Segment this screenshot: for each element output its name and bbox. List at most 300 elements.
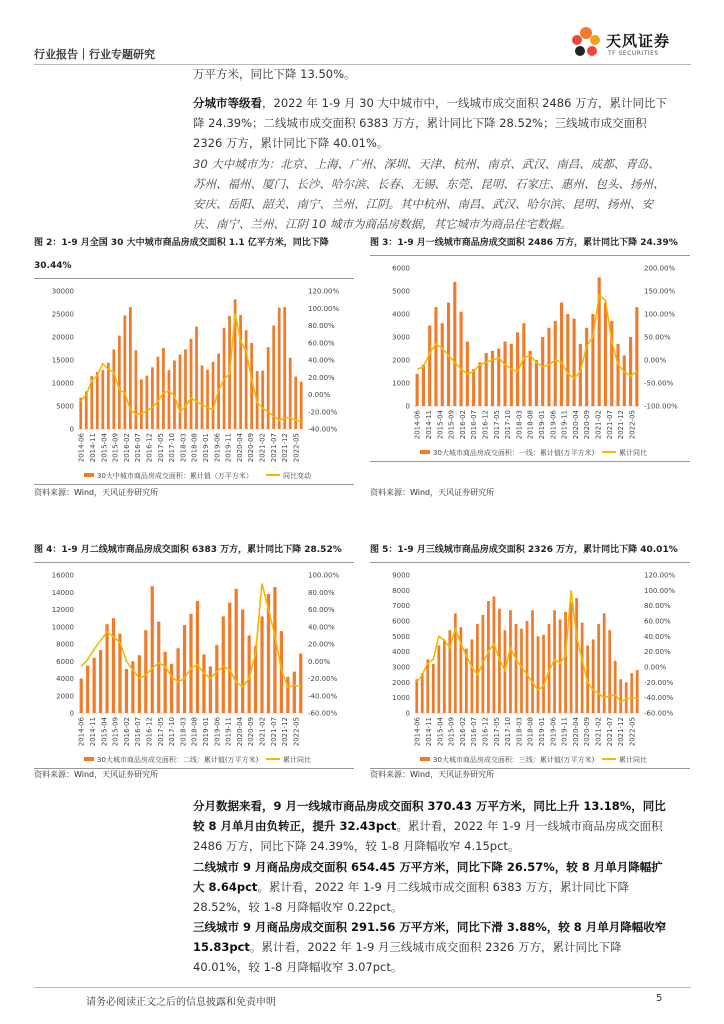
x-tick-label: 2014-11 bbox=[424, 410, 433, 440]
x-tick-label: 2021-02 bbox=[594, 410, 603, 440]
bar bbox=[179, 354, 182, 429]
bar bbox=[547, 328, 550, 406]
y2-tick-label: 150.00% bbox=[644, 287, 676, 296]
x-tick-label: 2021-02 bbox=[258, 433, 267, 463]
bar bbox=[432, 664, 435, 713]
bar bbox=[162, 348, 165, 429]
x-tick-label: 2018-08 bbox=[190, 717, 199, 747]
y-tick-label: 4000 bbox=[392, 648, 410, 657]
x-tick-label: 2015-04 bbox=[436, 410, 445, 440]
bar bbox=[164, 652, 167, 713]
flower-icon bbox=[568, 24, 604, 60]
x-tick-label: 2016-12 bbox=[145, 717, 154, 747]
bar bbox=[96, 372, 99, 429]
bar bbox=[443, 639, 446, 713]
y-tick-label: 2000 bbox=[392, 678, 410, 687]
y-tick-label: 8000 bbox=[56, 640, 74, 649]
figure-title: 图 2：1-9 月全国 30 大中城市商品房成交面积 1.1 亿平方米，同比下降 30.44% bbox=[34, 238, 329, 271]
bar bbox=[415, 679, 418, 713]
bar bbox=[630, 673, 633, 713]
bar bbox=[487, 601, 490, 713]
y-tick-label: 20000 bbox=[51, 333, 74, 342]
bar bbox=[278, 308, 281, 429]
bar bbox=[93, 658, 96, 713]
y-tick-label: 10000 bbox=[51, 623, 74, 632]
bar bbox=[140, 379, 143, 429]
legend-bar-label: 30大中城市商品房成交面积：累计值（万平方米） bbox=[97, 472, 253, 480]
bar bbox=[434, 307, 437, 406]
bar bbox=[235, 589, 238, 713]
x-tick-label: 2021-07 bbox=[269, 433, 278, 463]
bar bbox=[510, 344, 513, 406]
bar bbox=[228, 603, 231, 713]
bar bbox=[559, 619, 562, 713]
y-tick-label: 6000 bbox=[56, 657, 74, 666]
bar bbox=[542, 635, 545, 713]
bar bbox=[196, 601, 199, 713]
bar bbox=[135, 350, 138, 429]
bar bbox=[184, 349, 187, 429]
x-tick-label: 2021-12 bbox=[281, 433, 290, 463]
bar bbox=[151, 367, 154, 429]
bar bbox=[125, 669, 128, 713]
x-tick-label: 2018-08 bbox=[526, 410, 535, 440]
bar bbox=[212, 362, 215, 429]
y2-tick-label: -40.00% bbox=[308, 425, 338, 434]
bar bbox=[531, 610, 534, 713]
y-tick-label: 12000 bbox=[51, 606, 74, 614]
legend-line-label: 累计同比 bbox=[619, 449, 647, 457]
paragraph-5 bbox=[193, 917, 671, 977]
bar bbox=[190, 339, 193, 429]
x-tick-label: 2019-01 bbox=[201, 717, 210, 747]
x-tick-label: 2020-09 bbox=[247, 433, 256, 463]
paragraph-0: 万平方米，同比下降 13.50%。 bbox=[193, 67, 356, 81]
bar bbox=[608, 630, 611, 713]
x-tick-label: 2017-10 bbox=[504, 717, 513, 747]
x-tick-label: 2014-11 bbox=[88, 433, 97, 463]
bar bbox=[604, 303, 607, 407]
bar bbox=[272, 326, 275, 430]
chart-tier2-city bbox=[34, 563, 354, 768]
bar bbox=[478, 362, 481, 406]
x-tick-label: 2016-07 bbox=[470, 717, 479, 747]
paragraph-3-lead: 分月数据来看，9 月一线城市商品房成交面积 370.43 万平方米，同比上升 13.18%，同比较 8 月单月由负转正，提升 32.43pct bbox=[193, 799, 666, 833]
x-tick-label: 2017-10 bbox=[168, 433, 177, 463]
x-tick-label: 2021-02 bbox=[594, 717, 603, 747]
x-tick-label: 2019-06 bbox=[213, 433, 222, 463]
bar bbox=[453, 282, 456, 406]
bar bbox=[554, 321, 557, 406]
y2-tick-label: 0.00% bbox=[308, 657, 331, 666]
legend-bar-label: 30大城市商品房成交面积：二线：累计值(万平方米) bbox=[97, 756, 259, 764]
x-tick-label: 2018-03 bbox=[515, 410, 524, 440]
y-tick-label: 4000 bbox=[56, 675, 74, 683]
x-tick-label: 2020-04 bbox=[571, 717, 580, 747]
y-tick-label: 1000 bbox=[392, 379, 410, 388]
bar bbox=[564, 612, 567, 713]
x-tick-label: 2021-07 bbox=[605, 717, 614, 747]
bar bbox=[300, 382, 303, 429]
y2-tick-label: 100.00% bbox=[644, 310, 676, 319]
bar bbox=[541, 337, 544, 406]
bar bbox=[105, 624, 108, 713]
bar bbox=[619, 679, 622, 713]
x-tick-label: 2022-05 bbox=[628, 717, 637, 747]
bar bbox=[112, 349, 115, 429]
paragraph-5-lead: 三线城市 9 月商品房成交面积 291.56 万平方米，同比下滑 3.88%，较 8 月单月降幅收窄 15.83pct bbox=[193, 920, 667, 954]
x-tick-label: 2019-11 bbox=[224, 717, 233, 747]
y2-tick-label: 100.00% bbox=[308, 304, 340, 313]
bar bbox=[597, 624, 600, 713]
bar bbox=[239, 315, 242, 429]
bar bbox=[202, 654, 205, 713]
y-tick-label: 8000 bbox=[392, 586, 410, 595]
page-number: 5 bbox=[656, 993, 663, 1004]
bar bbox=[260, 616, 263, 713]
chart-tier3-city bbox=[370, 563, 690, 768]
legend-line-label: 同比变动 bbox=[283, 472, 311, 480]
bar bbox=[592, 639, 595, 713]
x-tick-label: 2019-06 bbox=[549, 717, 558, 747]
y2-tick-label: 80.00% bbox=[308, 588, 335, 597]
paragraph-4-body: 。累计看，2022 年 1-9 月二线城市成交面积 6383 万方，累计同比下降 28.52%，较 1-8 月降幅收窄 0.22pct。 bbox=[193, 880, 630, 914]
city-list-note: 30 大中城市为：北京、上海、广州、深圳、天津、杭州、南京、武汉、南昌、成都、青岛、苏州、福州、厦门、长沙、哈尔滨、长春、无锡、东莞、昆明、石家庄、惠州、包头、扬州、安庆、岳阳、韶关、南宁、兰州、江阴。其中杭州、南昌、武汉、哈尔滨、昆明、扬州、安庆、南宁、兰州、江阴 10 城市为商品房数据，其它城市为商品住宅数据。 bbox=[193, 157, 665, 231]
bar bbox=[493, 596, 496, 713]
bar bbox=[299, 653, 302, 713]
x-tick-label: 2016-07 bbox=[470, 410, 479, 440]
x-tick-label: 2020-04 bbox=[571, 410, 580, 440]
y-tick-label: 6000 bbox=[392, 617, 410, 626]
bar bbox=[138, 655, 141, 713]
bar bbox=[189, 614, 192, 713]
x-tick-label: 2020-09 bbox=[247, 717, 256, 747]
y-tick-label: 5000 bbox=[56, 402, 74, 411]
chart-tier1-city bbox=[370, 256, 690, 461]
figure-title: 图 4：1-9 月二线城市商品房成交面积 6383 万方，累计同比下降 28.52% bbox=[34, 545, 342, 555]
bar bbox=[293, 672, 296, 713]
x-tick-label: 2018-03 bbox=[515, 717, 524, 747]
bar bbox=[585, 328, 588, 406]
y2-tick-label: 60.00% bbox=[308, 339, 335, 348]
bar bbox=[428, 326, 431, 407]
y-tick-label: 15000 bbox=[51, 356, 74, 365]
bar bbox=[441, 323, 444, 406]
bar bbox=[206, 370, 209, 429]
x-tick-label: 2016-12 bbox=[481, 410, 490, 440]
bar bbox=[146, 376, 149, 429]
y-tick-label: 30000 bbox=[51, 287, 74, 296]
bar bbox=[485, 353, 488, 406]
y2-tick-label: 80.00% bbox=[308, 322, 335, 330]
bar bbox=[157, 622, 160, 713]
y-tick-label: 14000 bbox=[51, 588, 74, 597]
bar bbox=[472, 369, 475, 406]
paragraph-3 bbox=[193, 796, 671, 856]
bar bbox=[635, 307, 638, 406]
bar bbox=[245, 330, 248, 429]
bar bbox=[416, 374, 419, 406]
x-tick-label: 2018-03 bbox=[179, 717, 188, 747]
figure-title: 图 3：1-9 月一线城市商品房成交面积 2486 万方，累计同比下降 24.39% bbox=[370, 238, 678, 248]
y2-tick-label: -20.00% bbox=[308, 675, 338, 683]
y2-tick-label: 20.00% bbox=[308, 373, 335, 382]
bar bbox=[151, 586, 154, 713]
figure-5 bbox=[370, 539, 690, 769]
legend-bar-swatch bbox=[84, 473, 94, 477]
x-tick-label: 2017-10 bbox=[504, 410, 513, 440]
bar bbox=[183, 625, 186, 713]
bar bbox=[222, 616, 225, 713]
y2-tick-label: -100.00% bbox=[644, 402, 678, 411]
footer-divider bbox=[34, 987, 691, 988]
bar bbox=[144, 630, 147, 713]
y2-tick-label: 40.00% bbox=[308, 623, 335, 632]
legend-bar-swatch bbox=[420, 450, 430, 454]
bar bbox=[215, 645, 218, 713]
figure-title: 图 5：1-9 月三线城市商品房成交面积 2326 万方，累计同比下降 40.01% bbox=[370, 545, 678, 555]
bar bbox=[112, 618, 115, 713]
figure-source: 资料来源：Wind，天风证券研究所 bbox=[34, 488, 159, 497]
legend-bar-label: 30大城市商品房成交面积：一线：累计值(万平方米) bbox=[433, 449, 595, 457]
y-tick-label: 4000 bbox=[392, 310, 410, 319]
y2-tick-label: 0.00% bbox=[644, 663, 667, 672]
x-tick-label: 2019-01 bbox=[201, 433, 210, 463]
bar bbox=[581, 623, 584, 713]
bar bbox=[107, 363, 110, 429]
y2-tick-label: 80.00% bbox=[644, 602, 671, 611]
bar bbox=[522, 323, 525, 406]
x-tick-label: 2021-12 bbox=[617, 717, 626, 747]
x-tick-label: 2019-01 bbox=[537, 717, 546, 747]
y-tick-label: 10000 bbox=[51, 379, 74, 388]
y-tick-label: 7000 bbox=[392, 602, 410, 611]
y-tick-label: 2000 bbox=[56, 692, 74, 701]
x-tick-label: 2015-09 bbox=[111, 717, 120, 747]
brand-name: 天风证券 bbox=[606, 32, 671, 50]
y-tick-label: 2000 bbox=[392, 356, 410, 365]
y-tick-label: 6000 bbox=[392, 264, 410, 273]
x-tick-label: 2014-11 bbox=[424, 717, 433, 747]
x-tick-label: 2020-04 bbox=[235, 433, 244, 463]
x-tick-label: 2015-04 bbox=[436, 717, 445, 747]
y-tick-label: 16000 bbox=[51, 571, 74, 580]
bar bbox=[170, 664, 173, 713]
bar bbox=[201, 366, 204, 429]
x-tick-label: 2016-02 bbox=[458, 717, 467, 747]
y2-tick-label: -40.00% bbox=[644, 694, 674, 703]
bar bbox=[537, 636, 540, 713]
bar bbox=[509, 610, 512, 713]
x-tick-label: 2018-08 bbox=[526, 717, 535, 747]
figure-4 bbox=[34, 539, 354, 769]
bar bbox=[629, 337, 632, 406]
x-tick-label: 2021-12 bbox=[617, 410, 626, 440]
figure-3 bbox=[370, 232, 690, 462]
bar bbox=[636, 670, 639, 713]
x-tick-label: 2014-06 bbox=[413, 410, 422, 440]
x-tick-label: 2014-06 bbox=[77, 717, 86, 747]
bar bbox=[273, 587, 276, 713]
x-tick-label: 2015-09 bbox=[111, 433, 120, 463]
x-tick-label: 2016-02 bbox=[458, 410, 467, 440]
x-tick-label: 2020-09 bbox=[583, 717, 592, 747]
figure-source: 资料来源：Wind，天风证券研究所 bbox=[34, 770, 159, 779]
y-tick-label: 3000 bbox=[392, 333, 410, 342]
bar bbox=[520, 629, 523, 713]
bar bbox=[616, 344, 619, 406]
x-tick-label: 2016-12 bbox=[145, 433, 154, 463]
x-tick-label: 2019-11 bbox=[224, 433, 233, 463]
x-tick-label: 2014-11 bbox=[88, 717, 97, 747]
y2-tick-label: 120.00% bbox=[644, 571, 676, 580]
bar bbox=[426, 659, 429, 713]
x-tick-label: 2020-09 bbox=[583, 410, 592, 440]
bar bbox=[570, 603, 573, 713]
figure-source: 资料来源：Wind，天风证券研究所 bbox=[370, 770, 495, 779]
bar bbox=[86, 666, 89, 713]
y2-tick-label: -40.00% bbox=[308, 692, 338, 701]
bar bbox=[476, 624, 479, 713]
bar bbox=[625, 682, 628, 713]
bar bbox=[575, 598, 578, 713]
bar bbox=[123, 315, 126, 429]
paragraph-4 bbox=[193, 857, 671, 917]
bar bbox=[79, 398, 82, 429]
bar bbox=[535, 360, 538, 406]
bar bbox=[566, 314, 569, 406]
legend-bar-label: 30大城市商品房成交面积：三线：累计值(万平方米) bbox=[433, 756, 595, 764]
x-tick-label: 2014-06 bbox=[77, 433, 86, 463]
x-tick-label: 2016-12 bbox=[481, 717, 490, 747]
bar bbox=[471, 639, 474, 713]
bar bbox=[422, 365, 425, 406]
bar bbox=[623, 355, 626, 406]
x-tick-label: 2017-05 bbox=[156, 433, 165, 463]
y2-tick-label: 100.00% bbox=[644, 586, 676, 595]
legend-line-label: 累计同比 bbox=[283, 756, 311, 764]
x-tick-label: 2022-05 bbox=[628, 410, 637, 440]
y2-tick-label: 100.00% bbox=[308, 571, 340, 580]
bar bbox=[241, 610, 244, 714]
bar bbox=[99, 650, 102, 713]
y2-tick-label: 0.00% bbox=[644, 356, 667, 365]
bar bbox=[503, 342, 506, 406]
disclaimer-link[interactable]: 请务必阅读正文之后的信息披露和免责申明 bbox=[86, 997, 276, 1008]
bar bbox=[261, 371, 264, 429]
x-tick-label: 2020-04 bbox=[235, 717, 244, 747]
x-tick-label: 2015-09 bbox=[447, 717, 456, 747]
bar bbox=[526, 621, 529, 713]
x-tick-label: 2017-05 bbox=[492, 717, 501, 747]
y2-tick-label: -20.00% bbox=[644, 678, 674, 687]
figure-2 bbox=[34, 232, 354, 485]
y2-tick-label: -60.00% bbox=[644, 709, 674, 718]
bar bbox=[267, 347, 270, 429]
y2-tick-label: 20.00% bbox=[308, 640, 335, 649]
y-tick-label: 1000 bbox=[392, 694, 410, 703]
y-tick-label: 0 bbox=[69, 425, 74, 434]
paragraph-1-body: ，2022 年 1-9 月 30 大中城市中，一线城市成交面积 2486 万方，累计同比下降 24.39%；二线城市成交面积 6383 万方，累计同比下降 28.52%；三线城市成交面积 2326 万方，累计同比下降 40.01%。 bbox=[193, 96, 668, 150]
x-tick-label: 2022-05 bbox=[292, 717, 301, 747]
x-tick-label: 2022-05 bbox=[292, 433, 301, 463]
bar bbox=[283, 307, 286, 429]
y-tick-label: 0 bbox=[405, 402, 410, 411]
legend-bar-swatch bbox=[84, 757, 94, 761]
x-tick-label: 2021-12 bbox=[281, 717, 290, 747]
y2-tick-label: -20.00% bbox=[308, 408, 338, 417]
x-tick-label: 2019-01 bbox=[537, 410, 546, 440]
x-tick-label: 2018-03 bbox=[179, 433, 188, 463]
bar bbox=[421, 673, 424, 713]
bar bbox=[437, 646, 440, 713]
paragraph-1 bbox=[193, 93, 671, 153]
x-tick-label: 2016-07 bbox=[134, 717, 143, 747]
paragraph-1-lead: 分城市等级看 bbox=[193, 96, 262, 110]
bar bbox=[573, 319, 576, 406]
bar bbox=[195, 326, 198, 429]
y2-tick-label: 20.00% bbox=[644, 648, 671, 657]
bar bbox=[209, 666, 212, 713]
bar bbox=[168, 370, 171, 429]
x-tick-label: 2015-04 bbox=[100, 717, 109, 747]
x-tick-label: 2019-11 bbox=[560, 717, 569, 747]
y2-tick-label: 60.00% bbox=[644, 617, 671, 626]
paragraph-5-body: 。累计看，2022 年 1-9 月三线城市成交面积 2326 万方，累计同比下降 40.01%，较 1-8 月降幅收窄 3.07pct。 bbox=[193, 940, 622, 974]
report-category: 行业报告｜行业专题研究 bbox=[34, 48, 155, 61]
bar bbox=[118, 336, 121, 429]
paragraph-3-body: 。累计看，2022 年 1-9 月一线城市商品房成交面积 2486 万方，同比下降 24.39%，较 1-8 月降幅收窄 4.15pct。 bbox=[193, 819, 663, 853]
legend-line-label: 累计同比 bbox=[619, 756, 647, 764]
bar bbox=[101, 370, 104, 429]
y-tick-label: 3000 bbox=[392, 663, 410, 672]
figure-source: 资料来源：Wind，天风证券研究所 bbox=[370, 488, 495, 497]
y2-tick-label: -50.00% bbox=[644, 379, 674, 388]
y-tick-label: 0 bbox=[69, 709, 74, 718]
y-tick-label: 9000 bbox=[392, 571, 410, 580]
bar bbox=[80, 679, 83, 714]
y-tick-label: 5000 bbox=[392, 287, 410, 296]
x-tick-label: 2019-06 bbox=[213, 717, 222, 747]
x-tick-label: 2015-09 bbox=[447, 410, 456, 440]
y2-tick-label: -60.00% bbox=[308, 709, 338, 718]
x-tick-label: 2015-04 bbox=[100, 433, 109, 463]
bar bbox=[157, 357, 160, 429]
x-tick-label: 2021-07 bbox=[605, 410, 614, 440]
x-tick-label: 2019-11 bbox=[560, 410, 569, 440]
y-tick-label: 5000 bbox=[392, 632, 410, 641]
bar bbox=[614, 661, 617, 713]
x-tick-label: 2017-05 bbox=[156, 717, 165, 747]
y2-tick-label: 40.00% bbox=[644, 632, 671, 641]
y-tick-label: 0 bbox=[405, 709, 410, 718]
bar bbox=[515, 624, 518, 713]
x-tick-label: 2016-07 bbox=[134, 433, 143, 463]
bar bbox=[579, 344, 582, 406]
y2-tick-label: 0.00% bbox=[308, 391, 331, 399]
y2-tick-label: 120.00% bbox=[308, 287, 340, 296]
bar bbox=[460, 312, 463, 406]
bar bbox=[529, 351, 532, 406]
bar bbox=[560, 303, 563, 407]
x-tick-label: 2017-10 bbox=[168, 717, 177, 747]
legend-bar-swatch bbox=[420, 757, 430, 761]
x-tick-label: 2019-06 bbox=[549, 410, 558, 440]
x-tick-label: 2018-08 bbox=[190, 433, 199, 463]
brand-name-en: TF SECURITIES bbox=[608, 50, 659, 57]
y2-tick-label: 40.00% bbox=[308, 356, 335, 365]
brand-logo bbox=[568, 24, 698, 64]
